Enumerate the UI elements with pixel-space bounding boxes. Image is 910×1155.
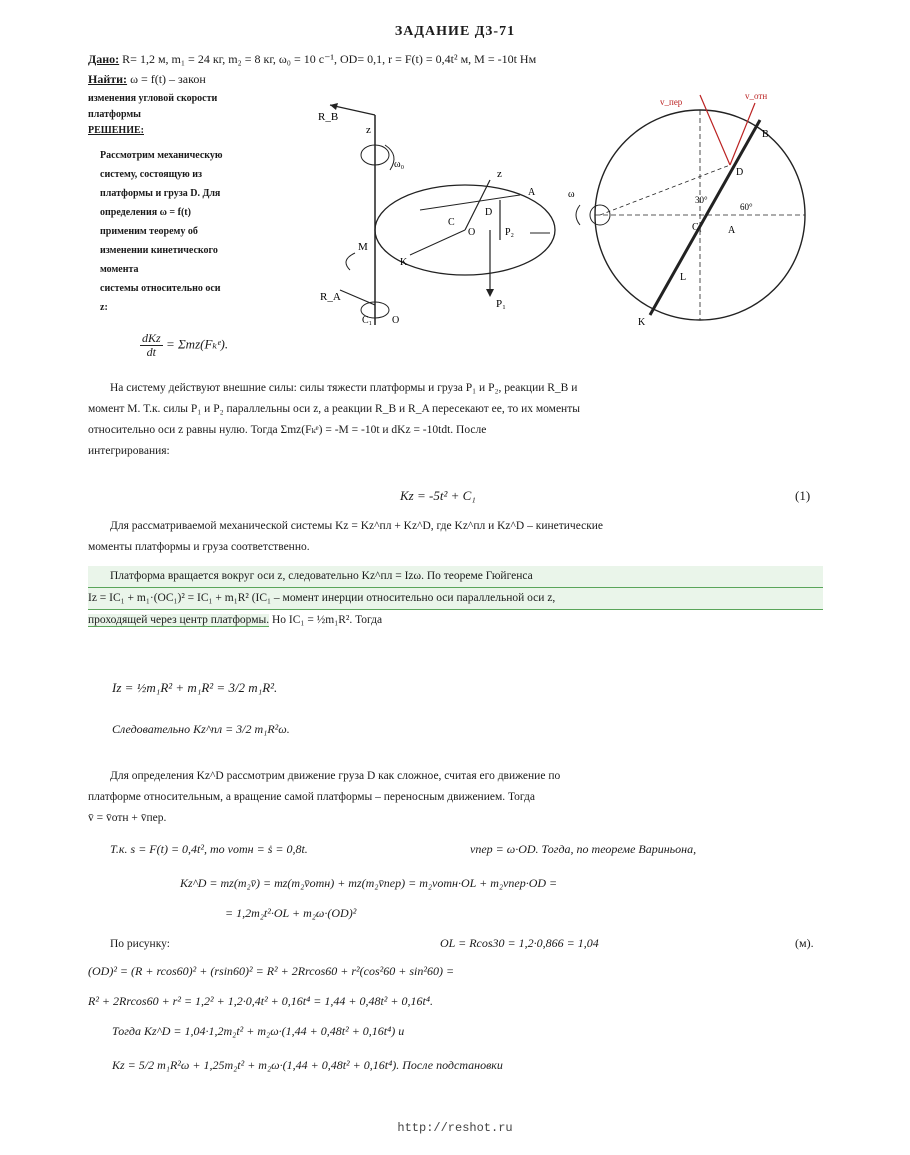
- equation-then-kd: Тогда Kz^D = 1,04·1,2m₂t² + m₂ω·(1,44 + 0,48t² + 0,16t⁴) и: [112, 1024, 405, 1038]
- label-60deg: 60°: [740, 202, 753, 212]
- equation-1-number: (1): [795, 488, 811, 503]
- para2-line: моменты платформы и груза соответственно.: [88, 541, 310, 553]
- para1-line: момент M. Т.к. силы P₁ и P₂ параллельны оси z, а реакции R_B и R_A пересекают ее, то их моменты: [88, 403, 580, 415]
- para2-line: Для рассматриваемой механической системы Kz = Kz^пл + Kz^D, где Kz^пл и Kz^D – кинетические: [110, 520, 604, 532]
- para4-line: платформе относительным, а вращение самой платформы – переносным движением. Тогда: [88, 791, 536, 803]
- track-chord: [650, 120, 760, 315]
- equation-ol: OL = Rcos30 = 1,2·0,866 = 1,04: [440, 936, 599, 950]
- find-label: Найти:: [88, 72, 128, 86]
- label-30deg: 30°: [695, 195, 708, 205]
- intro-line: платформы и груза D. Для: [100, 188, 221, 199]
- label-p1: P₁: [496, 298, 506, 310]
- label-v-per: v_пер: [660, 97, 683, 107]
- v-per-arrow: [700, 95, 730, 165]
- solution-label: РЕШЕНИЕ:: [88, 125, 144, 136]
- track-line: [420, 195, 520, 210]
- eq-dk-dt: [140, 332, 228, 359]
- footer-url[interactable]: http://reshot.ru: [397, 1121, 513, 1135]
- intro-line: определения ω = f(t): [100, 207, 191, 218]
- intro-line: z:: [100, 302, 108, 313]
- label-z-left: z: [366, 124, 371, 136]
- page-title: ЗАДАНИЕ Д3-71: [394, 24, 516, 39]
- equation-1: Kz = -5t² + C₁: [400, 488, 476, 503]
- dk-rhs: = Σmz(Fₖᵉ).: [165, 336, 229, 352]
- label-omega0: ω₀: [394, 159, 405, 170]
- para3-tail: Но IC₁ = ½m₁R². Тогда: [272, 614, 383, 626]
- mechanics-figure: [300, 85, 820, 335]
- equation-od-line1: (OD)² = (R + rcos60)² + (rsin60)² = R² + 2Rrcos60 + r²(cos²60 + sin²60) =: [88, 964, 455, 978]
- label-m: M: [358, 241, 368, 253]
- intro-line: применим теорему об: [100, 226, 198, 237]
- label-ra: R_A: [320, 291, 341, 303]
- label-k-mid: K: [400, 257, 408, 268]
- label-o-mid: O: [468, 227, 476, 238]
- dk-fraction: [140, 332, 163, 359]
- equation-k-platform: Следовательно Kz^пл = 3/2 m₁R²ω.: [112, 722, 290, 736]
- z-axis-mid: [465, 180, 493, 230]
- label-rb: R_B: [318, 111, 339, 123]
- label-b-right: B: [762, 129, 769, 140]
- para3-last-line: [88, 610, 823, 631]
- label-omega-right: ω: [568, 189, 575, 200]
- equation-v-relative: Т.к. s = F(t) = 0,4t², то vотн = ṡ = 0,8t.: [110, 842, 308, 856]
- paragraph-external-forces: [88, 378, 823, 462]
- given-label: Дано:: [88, 52, 120, 66]
- moment-m-arc: [346, 253, 355, 270]
- intro-line: Рассмотрим механическую: [100, 150, 223, 161]
- top-view-diagram: [568, 91, 805, 328]
- equation-kd-line1: Kz^D = mz(m₂v̄) = mz(m₂v̄отн) + mz(m₂v̄пер) = m₂vотн·OL + m₂vпер·OD =: [180, 876, 558, 890]
- find-line: [88, 72, 206, 87]
- label-p2: P₂: [505, 227, 515, 238]
- label-v-otn: v_отн: [745, 91, 768, 101]
- paragraph-complex-motion: [88, 766, 823, 829]
- equation-ol-unit: (м).: [795, 936, 814, 950]
- equation-v-transport: vпер = ω·OD. Тогда, по теореме Вариньона,: [470, 842, 697, 856]
- para1-line: относительно оси z равны нулю. Тогда Σmz(Fₖᵉ) = -M = -10t и dKz = -10tdt. После: [88, 424, 487, 436]
- para3-line: Iz = IC₁ + m₁·(OC₁)² = IC₁ + m₁R² (IC₁ – момент инерции относительно оси параллельной оси z,: [88, 588, 823, 610]
- platform-perspective-diagram: [375, 168, 555, 310]
- label-z-mid: z: [497, 168, 502, 180]
- label-a-right: A: [728, 225, 736, 236]
- label-a-mid: A: [528, 187, 536, 198]
- para3-line: Платформа вращается вокруг оси z, следовательно Kz^пл = Izω. По теореме Гюйгенса: [88, 566, 823, 588]
- paragraph-huygens: [88, 566, 823, 631]
- label-k-right: K: [638, 317, 646, 328]
- equation-kz-final: Kz = 5/2 m₁R²ω + 1,25m₂t² + m₂ω·(1,44 + 0,48t² + 0,16t⁴). После подстановки: [112, 1058, 503, 1072]
- equation-kd-line2: = 1,2m₂t²·OL + m₂ω·(OD)²: [225, 906, 357, 920]
- find-line-3: платформы: [88, 109, 141, 120]
- equation-od-line2: R² + 2Rrcos60 + r² = 1,2² + 1,2·0,4t² + 0,16t⁴ = 1,44 + 0,48t² + 0,16t⁴.: [88, 994, 433, 1008]
- by-figure-label: По рисунку:: [110, 938, 170, 950]
- label-d-mid: D: [485, 207, 493, 218]
- intro-line: системы относительно оси: [100, 283, 221, 294]
- label-o-left: O: [392, 315, 400, 326]
- intro-line: систему, состоящую из: [100, 169, 203, 180]
- para3-line: проходящей через центр платформы.: [88, 614, 270, 626]
- find-line-2: изменения угловой скорости: [88, 93, 218, 104]
- intro-text: [100, 146, 300, 317]
- paragraph-system-moment: [88, 516, 823, 558]
- intro-line: момента: [100, 264, 139, 275]
- para1-line: На систему действуют внешние силы: силы тяжести платформы и груза P₁ и P₂, реакции R_B и: [110, 382, 578, 394]
- p1-arrowhead: [486, 289, 494, 297]
- reaction-rb-arrowhead: [330, 103, 338, 110]
- omega-arc-right: [576, 205, 580, 225]
- label-c1-left: C₁: [362, 315, 373, 326]
- find-text: ω = f(t) – закон: [130, 72, 206, 86]
- label-l-right: L: [680, 272, 687, 283]
- intro-line: изменении кинетического: [100, 245, 218, 256]
- dk-numerator: dKz: [142, 331, 161, 345]
- equation-iz: Iz = ½m₁R² + m₁R² = 3/2 m₁R².: [112, 680, 278, 695]
- given-line: [88, 52, 536, 67]
- label-c1-right: C₁: [692, 222, 703, 233]
- para4-line: v̄ = v̄отн + v̄пер.: [88, 812, 167, 824]
- radius-line: [410, 230, 465, 255]
- side-view-diagram: [318, 103, 405, 326]
- para4-line: Для определения Kz^D рассмотрим движение груза D как сложное, считая его движение по: [110, 770, 561, 782]
- label-c-mid: C: [448, 217, 455, 228]
- given-text: R= 1,2 м, m₁ = 24 кг, m₂ = 8 кг, ω₀ = 10 с⁻¹, OD= 0,1, r = F(t) = 0,4t² м, M = -10t Нм: [122, 52, 537, 66]
- para1-line: интегрирования:: [88, 445, 170, 457]
- label-d-right: D: [736, 167, 744, 178]
- dk-denominator: dt: [146, 345, 157, 359]
